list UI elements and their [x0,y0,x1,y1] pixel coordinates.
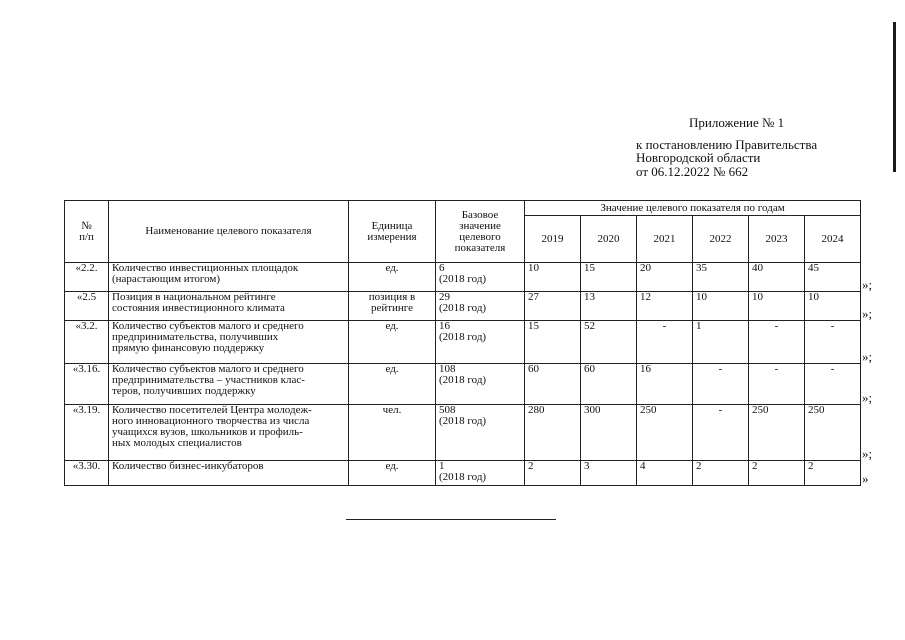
row-indicator-name: Количество инвестиционных площадок (нарастающим итогом) [109,263,349,292]
row-year-value: 10 [805,292,861,321]
header-unit: Единица измерения [349,201,436,263]
appendix-line: к постановлению Правительства [636,136,818,152]
row-year-value: 45 [805,263,861,292]
page-edge-mark [893,22,896,172]
header-year: 2024 [805,216,861,263]
row-unit: ед. [349,321,436,364]
appendix-header [636,116,876,178]
row-year-value: 250 [637,405,693,461]
row-unit: ед. [349,364,436,405]
header-name: Наименование целевого показателя [109,201,349,263]
row-year-value: 4 [637,461,693,486]
row-indicator-name: Количество субъектов малого и среднего предпринимательства, получивших прямую финансовую поддержку [109,321,349,364]
row-base-value: 16 (2018 год) [436,321,525,364]
row-year-value: 10 [749,292,805,321]
row-year-value: 250 [805,405,861,461]
row-base-value: 1 (2018 год) [436,461,525,486]
row-year-value: 40 [749,263,805,292]
row-close-mark: »; [862,276,873,292]
row-year-value: - [805,321,861,364]
row-year-value: 2 [693,461,749,486]
row-year-value: - [693,364,749,405]
row-year-value: 35 [693,263,749,292]
row-number: «2.5 [65,292,109,321]
row-year-value: 2 [749,461,805,486]
row-year-value: - [749,321,805,364]
row-number: «3.30. [65,461,109,486]
row-year-value: 16 [637,364,693,405]
row-close-mark: »; [862,389,873,405]
header-year: 2020 [581,216,637,263]
header-year: 2022 [693,216,749,263]
row-indicator-name: Количество субъектов малого и среднего предпринимательства – участников клас- теров, получивших поддержку [109,364,349,405]
row-year-value: 60 [581,364,637,405]
appendix-title: Приложение № 1 [689,115,785,130]
row-year-value: 52 [581,321,637,364]
row-year-value: 280 [525,405,581,461]
row-close-mark: »; [862,348,873,364]
row-base-value: 6 (2018 год) [436,263,525,292]
row-year-value: 250 [749,405,805,461]
row-year-value: 15 [525,321,581,364]
row-year-value: 10 [693,292,749,321]
header-year: 2019 [525,216,581,263]
table-row [65,405,861,461]
table-row [65,364,861,405]
row-year-value: - [637,321,693,364]
indicators-table [64,200,861,486]
row-close-mark: »; [862,445,873,461]
row-unit: ед. [349,461,436,486]
row-base-value: 29 (2018 год) [436,292,525,321]
row-number: «3.16. [65,364,109,405]
header-num: № п/п [65,201,109,263]
row-unit: ед. [349,263,436,292]
table-row [65,461,861,486]
row-unit: чел. [349,405,436,461]
row-base-value: 108 (2018 год) [436,364,525,405]
row-year-value: 20 [637,263,693,292]
appendix-line: от 06.12.2022 № 662 [636,163,749,179]
table-row [65,292,861,321]
row-close-mark: » [862,470,869,486]
row-indicator-name: Позиция в национальном рейтинге состояния инвестиционного климата [109,292,349,321]
row-year-value: - [805,364,861,405]
row-year-value: 300 [581,405,637,461]
header-years-group: Значение целевого показателя по годам [525,201,861,216]
row-indicator-name: Количество посетителей Центра молодеж- ного инновационного творчества из числа учащихся вузов, школьников и профиль- ных молодых специалистов [109,405,349,461]
row-year-value: - [749,364,805,405]
row-year-value: - [693,405,749,461]
footer-rule [346,519,556,520]
row-year-value: 2 [525,461,581,486]
row-year-value: 15 [581,263,637,292]
row-year-value: 10 [525,263,581,292]
row-unit: позиция в рейтинге [349,292,436,321]
row-number: «2.2. [65,263,109,292]
row-year-value: 60 [525,364,581,405]
row-base-value: 508 (2018 год) [436,405,525,461]
row-year-value: 2 [805,461,861,486]
header-base: Базовое значение целевого показателя [436,201,525,263]
appendix-line: Новгородской области [636,150,761,165]
row-close-mark: »; [862,305,873,321]
row-year-value: 27 [525,292,581,321]
row-year-value: 13 [581,292,637,321]
table-row [65,321,861,364]
header-year: 2021 [637,216,693,263]
row-number: «3.2. [65,321,109,364]
row-year-value: 1 [693,321,749,364]
header-year: 2023 [749,216,805,263]
row-indicator-name: Количество бизнес-инкубаторов [109,461,349,486]
table-row [65,263,861,292]
row-number: «3.19. [65,405,109,461]
row-year-value: 3 [581,461,637,486]
row-year-value: 12 [637,292,693,321]
